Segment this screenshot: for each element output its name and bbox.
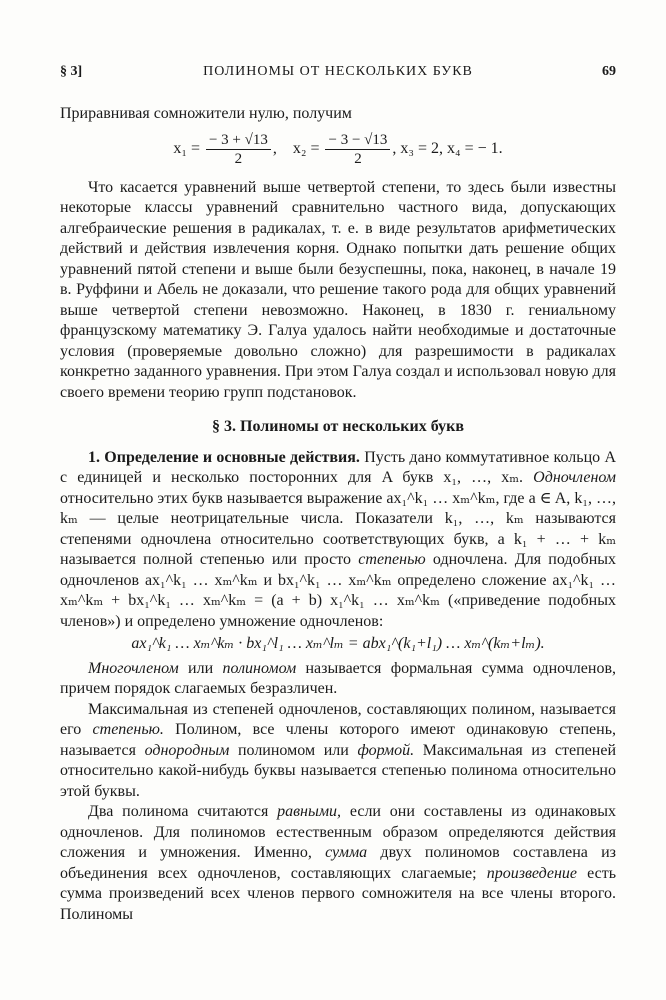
text: двух полиномов составлена из объединения всех одночленов, составляющих слагаемые;: [60, 844, 616, 882]
text: если они составлены из одинаковых одночленов. Для полиномов естественным образом определяются действия сложения и умножения. Именно,: [60, 803, 617, 861]
roots-formula: [60, 131, 616, 168]
x2-denominator: 2: [354, 150, 362, 167]
running-title: ПОЛИНОМЫ ОТ НЕСКОЛЬКИХ БУКВ: [203, 64, 473, 79]
text: Полином, все члены которого имеют одинаковую степень, называется: [60, 721, 617, 759]
text: Два полинома считаются: [88, 803, 278, 820]
term-degree: степенью: [358, 551, 426, 568]
paragraph-equality: [60, 802, 616, 925]
x2-fraction: [325, 131, 390, 168]
term-polynomial-1: Многочленом: [88, 659, 179, 677]
paragraph-polynomial: [60, 659, 616, 700]
separator: ,: [272, 139, 277, 157]
section-marker: § 3]: [60, 64, 83, 79]
text: относительно этих букв называется выражение ax₁^k₁ … xₘ^kₘ, где a ∈ A, k₁, …, kₘ — целые неотрицательные числа. Показатели k₁, …, kₘ называются степенями одночлена относительно соответствующих букв, а k₁ + … + kₘ называется полной степенью или просто: [60, 489, 616, 568]
x2-label: x₂ =: [292, 139, 320, 157]
roots-rest: , x₃ = 2, x₄ = − 1.: [392, 139, 503, 157]
section-heading: § 3. Полиномы от нескольких букв: [212, 418, 464, 435]
paragraph-degree: [60, 700, 616, 803]
x2-numerator: − 3 − √13: [325, 131, 390, 150]
text: Пусть дано коммутативное кольцо A с единицей и несколько посторонних для A букв x₁, …, xₘ.: [60, 448, 616, 486]
intro-line: Приравнивая сомножители нулю, получим: [60, 105, 352, 122]
term-degree-poly: степенью.: [92, 721, 164, 738]
x1-fraction: [206, 131, 271, 168]
page-number: 69: [602, 64, 616, 79]
text: или: [178, 659, 223, 677]
text: одночлена. Для подобных одночленов ax₁^k₁ … xₘ^kₘ и bx₁^k₁ … xₘ^kₘ определено сложение ax₁^k₁ … xₘ^kₘ + bx₁^k₁ … xₘ^kₘ = (a + b) x₁^k₁ … xₘ^kₘ («приведение подобных членов») и определено умножение одночленов:: [60, 551, 617, 630]
term-equal: равными,: [277, 803, 342, 820]
paragraph-higher-degree: Что касается уравнений выше четвертой степени, то здесь были известны некоторые классы уравнений сравнительно частного вида, допускающих алгебраические решения в радикалах, т. е. в виде результатов арифметических действий и действия извлечения корня. Однако попытки дать решение общих уравнений пятой степени и выше были безуспешны, пока, наконец, в начале 19 в. Руффини и Абель не доказали, что решение такого рода для общих уравнений выше четвертой степени невозможно. Наконец, в 1830 г. гениальному французскому математику Э. Галуа удалось найти необходимые и достаточные условия (проверяемые довольно сложно) для разрешимости в радикалах конкретно заданного уравнения. При этом Галуа создал и использовал новую для своего времени теорию групп подстановок.: [60, 178, 616, 401]
term-form: формой.: [357, 741, 415, 759]
x1-denominator: 2: [234, 150, 243, 167]
page-body: [60, 104, 616, 925]
term-polynomial-2: полиномом: [222, 659, 297, 677]
text: Максимальная из степеней относительно какой-нибудь буквы называется степенью полинома относительно этой буквы.: [60, 741, 617, 800]
x1-label: x₁ =: [173, 139, 200, 157]
subsection-heading: 1. Определение и основные действия.: [88, 448, 360, 466]
x1-numerator: − 3 + √13: [206, 131, 271, 150]
multiplication-formula: ax₁^k₁ … xₘ^kₘ · bx₁^l₁ … xₘ^lₘ = abx₁^(k₁+l₁) … xₘ^(kₘ+lₘ).: [131, 635, 545, 652]
term-product: произведение: [486, 864, 578, 882]
text: Максимальная из степеней одночленов, составляющих полином, называется его: [60, 700, 616, 738]
term-sum: сумма: [325, 844, 368, 861]
term-monomial: Одночленом: [533, 469, 616, 486]
text: есть сумма произведений всех членов первого сомножителя на все члены второго. Полиномы: [60, 864, 617, 923]
text: полиномом или: [229, 741, 358, 759]
paragraph-definition: [60, 448, 616, 633]
text: называется формальная сумма одночленов, причем порядок слагаемых безразличен.: [60, 659, 617, 697]
running-header: [60, 64, 616, 84]
term-homogeneous: однородным: [144, 741, 230, 759]
